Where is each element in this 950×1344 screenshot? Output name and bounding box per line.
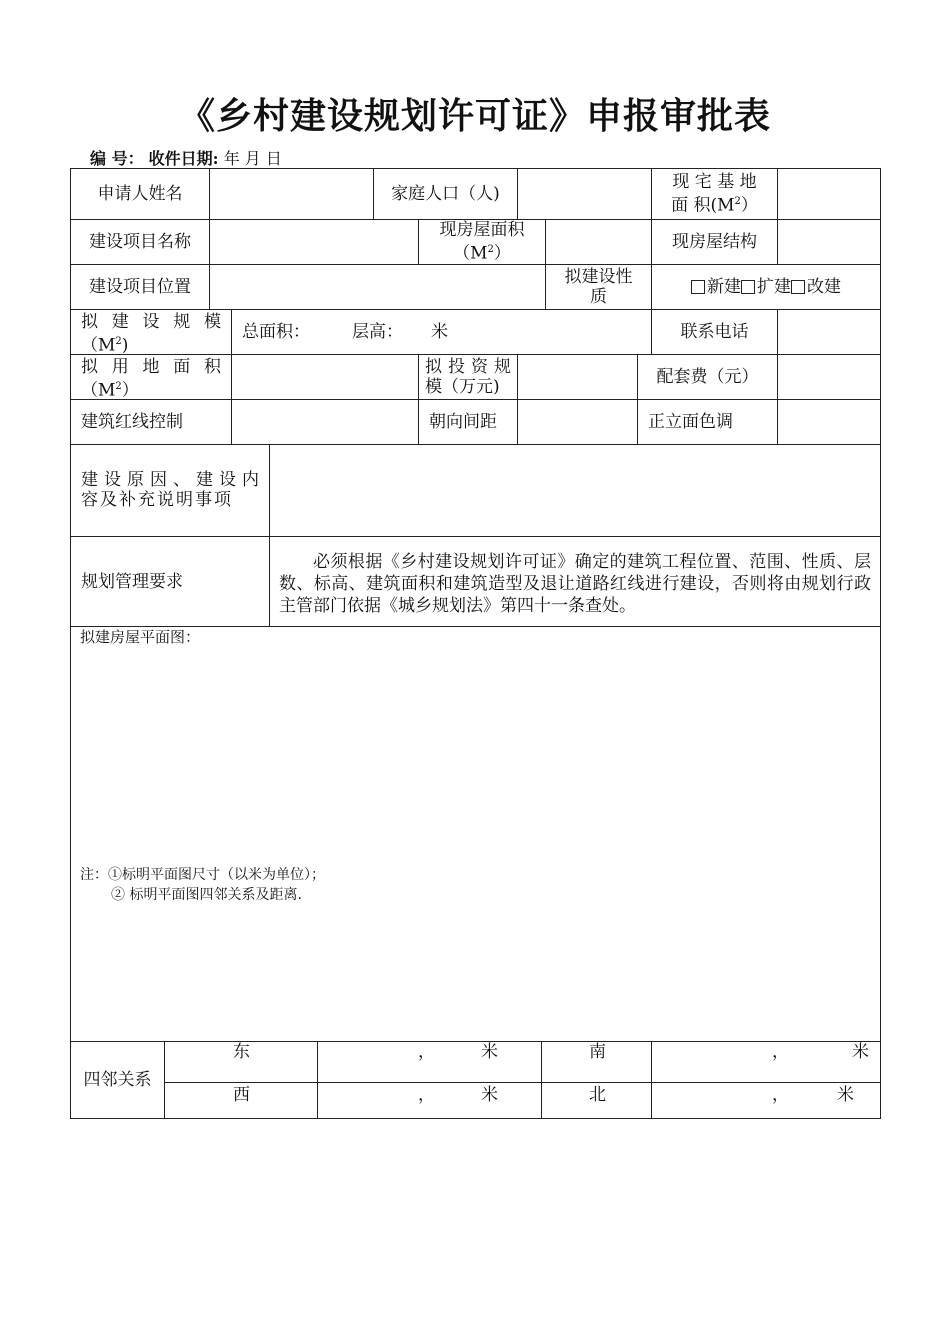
- north-label: 北: [589, 1085, 606, 1105]
- invest-value[interactable]: [517, 354, 638, 400]
- option-rebuild-label: 改建: [807, 277, 841, 297]
- project-location-label: 建设项目位置: [70, 264, 210, 310]
- south-label-cell: [541, 1041, 652, 1083]
- nature-label: [545, 264, 652, 310]
- south-unit: 米: [852, 1042, 869, 1062]
- current-structure-label: 现房屋结构: [651, 219, 778, 265]
- redline-label: 建筑红线控制: [70, 399, 232, 445]
- note-1: 注：①标明平面图尺寸（以米为单位）；: [80, 867, 325, 883]
- scale-value[interactable]: [231, 309, 652, 355]
- west-label-cell: [164, 1082, 318, 1119]
- scale-close: ): [121, 335, 129, 355]
- reason-line1: 建 设 原 因 、 建 设 内: [81, 470, 259, 490]
- invest-label: [418, 354, 518, 400]
- fee-value[interactable]: [777, 354, 881, 400]
- homestead-area-value[interactable]: [777, 168, 881, 220]
- floor-plan-label: 拟建房屋平面图：: [80, 628, 201, 646]
- homestead-unit: 面 积(M: [671, 195, 735, 216]
- land-area-value[interactable]: [231, 354, 419, 400]
- option-expand-label: 扩建: [757, 277, 791, 297]
- homestead-close: ）: [740, 195, 758, 216]
- applicant-name-value[interactable]: [209, 168, 374, 220]
- homestead-area-label: [651, 168, 778, 220]
- east-unit: 米: [481, 1042, 498, 1062]
- checkbox-new[interactable]: [691, 280, 705, 294]
- note-2: ② 标明平面图四邻关系及距离.: [111, 887, 302, 903]
- reason-line2: 容及补充说明事项: [81, 490, 233, 510]
- household-label: 家庭人口（人): [373, 168, 518, 220]
- invest-line2: 模（万元): [425, 377, 500, 397]
- south-label: 南: [589, 1042, 606, 1062]
- spacing-label: 朝向间距: [418, 399, 518, 445]
- east-label-cell: [164, 1041, 318, 1083]
- project-name-label: 建设项目名称: [70, 219, 210, 265]
- mgmt-label: 规划管理要求: [70, 536, 270, 627]
- form-header-line: [90, 146, 282, 169]
- east-comma: ，: [418, 1042, 435, 1062]
- project-location-value[interactable]: [209, 264, 546, 310]
- applicant-name-label: 申请人姓名: [70, 168, 210, 220]
- north-value[interactable]: [651, 1082, 881, 1119]
- neighbors-label: 四邻关系: [70, 1041, 165, 1119]
- west-unit: 米: [481, 1085, 498, 1105]
- current-area-unit: （M: [453, 243, 488, 264]
- mgmt-text: 必须根据《乡村建设规划许可证》确定的建筑工程位置、范围、性质、层数、标高、建筑面积和建筑造型及退让道路红线进行建设，否则将由规划行政主管部门依据《城乡规划法》第四十一条查处。: [279, 552, 871, 616]
- phone-label: 联系电话: [651, 309, 778, 355]
- current-area-value[interactable]: [545, 219, 652, 265]
- project-name-value[interactable]: [209, 219, 419, 265]
- date-value: 年 月 日: [223, 149, 282, 168]
- number-label: 编 号：: [90, 149, 144, 168]
- west-value[interactable]: [317, 1082, 542, 1119]
- invest-line1: 拟投资规: [425, 357, 511, 377]
- south-value[interactable]: [651, 1041, 881, 1083]
- total-area-label: 总面积：: [242, 322, 310, 342]
- phone-value[interactable]: [777, 309, 881, 355]
- floor-height-label: 层高：: [352, 322, 403, 342]
- south-comma: ，: [772, 1042, 789, 1062]
- checkbox-expand[interactable]: [741, 280, 755, 294]
- sup-2: 2: [734, 196, 741, 208]
- household-value[interactable]: [517, 168, 652, 220]
- nature-options: [651, 264, 881, 310]
- floor-plan-area[interactable]: [70, 626, 881, 1042]
- nature-line1: 拟建设性: [564, 267, 633, 287]
- scale-line1: 拟 建 设 规 模: [81, 312, 221, 332]
- redline-value[interactable]: [231, 399, 419, 445]
- mgmt-cell: [269, 536, 881, 627]
- facade-color-label: 正立面色调: [637, 399, 778, 445]
- homestead-line2: [671, 192, 758, 216]
- homestead-line1: 现 宅 基 地: [672, 172, 757, 193]
- sup-2: 2: [115, 381, 122, 392]
- land-close: ）: [121, 380, 139, 400]
- current-area-close: ）: [493, 243, 511, 264]
- nature-line2: 质: [590, 287, 607, 307]
- east-label: 东: [233, 1042, 250, 1062]
- west-comma: ，: [418, 1085, 435, 1105]
- current-area-line1: 现房屋面积: [439, 220, 525, 241]
- east-value[interactable]: [317, 1041, 542, 1083]
- sup-2: 2: [115, 336, 122, 347]
- current-structure-value[interactable]: [777, 219, 881, 265]
- reason-label: [70, 444, 270, 537]
- land-unit: （M: [81, 380, 116, 400]
- facade-color-value[interactable]: [777, 399, 881, 445]
- land-area-label: [70, 354, 232, 400]
- checkbox-rebuild[interactable]: [791, 280, 805, 294]
- north-unit: 米: [837, 1085, 854, 1105]
- current-area-label: [418, 219, 546, 265]
- sup-2: 2: [487, 244, 494, 256]
- fee-label: 配套费（元）: [637, 354, 778, 400]
- scale-line2: [71, 332, 231, 355]
- spacing-value[interactable]: [517, 399, 638, 445]
- date-label: 收件日期:: [148, 149, 219, 168]
- land-line2: [71, 377, 231, 400]
- page-title: 《乡村建设规划许可证》申报审批表: [178, 95, 771, 137]
- north-label-cell: [541, 1082, 652, 1119]
- land-line1: 拟 用 地 面 积: [81, 357, 221, 377]
- west-label: 西: [233, 1085, 250, 1105]
- meter-label: 米: [431, 322, 448, 342]
- option-new-label: 新建: [707, 277, 741, 297]
- scale-label: [70, 309, 232, 355]
- current-area-line2: [453, 240, 511, 264]
- reason-value[interactable]: [269, 444, 881, 537]
- scale-unit: （M: [81, 335, 116, 355]
- north-comma: ，: [772, 1085, 789, 1105]
